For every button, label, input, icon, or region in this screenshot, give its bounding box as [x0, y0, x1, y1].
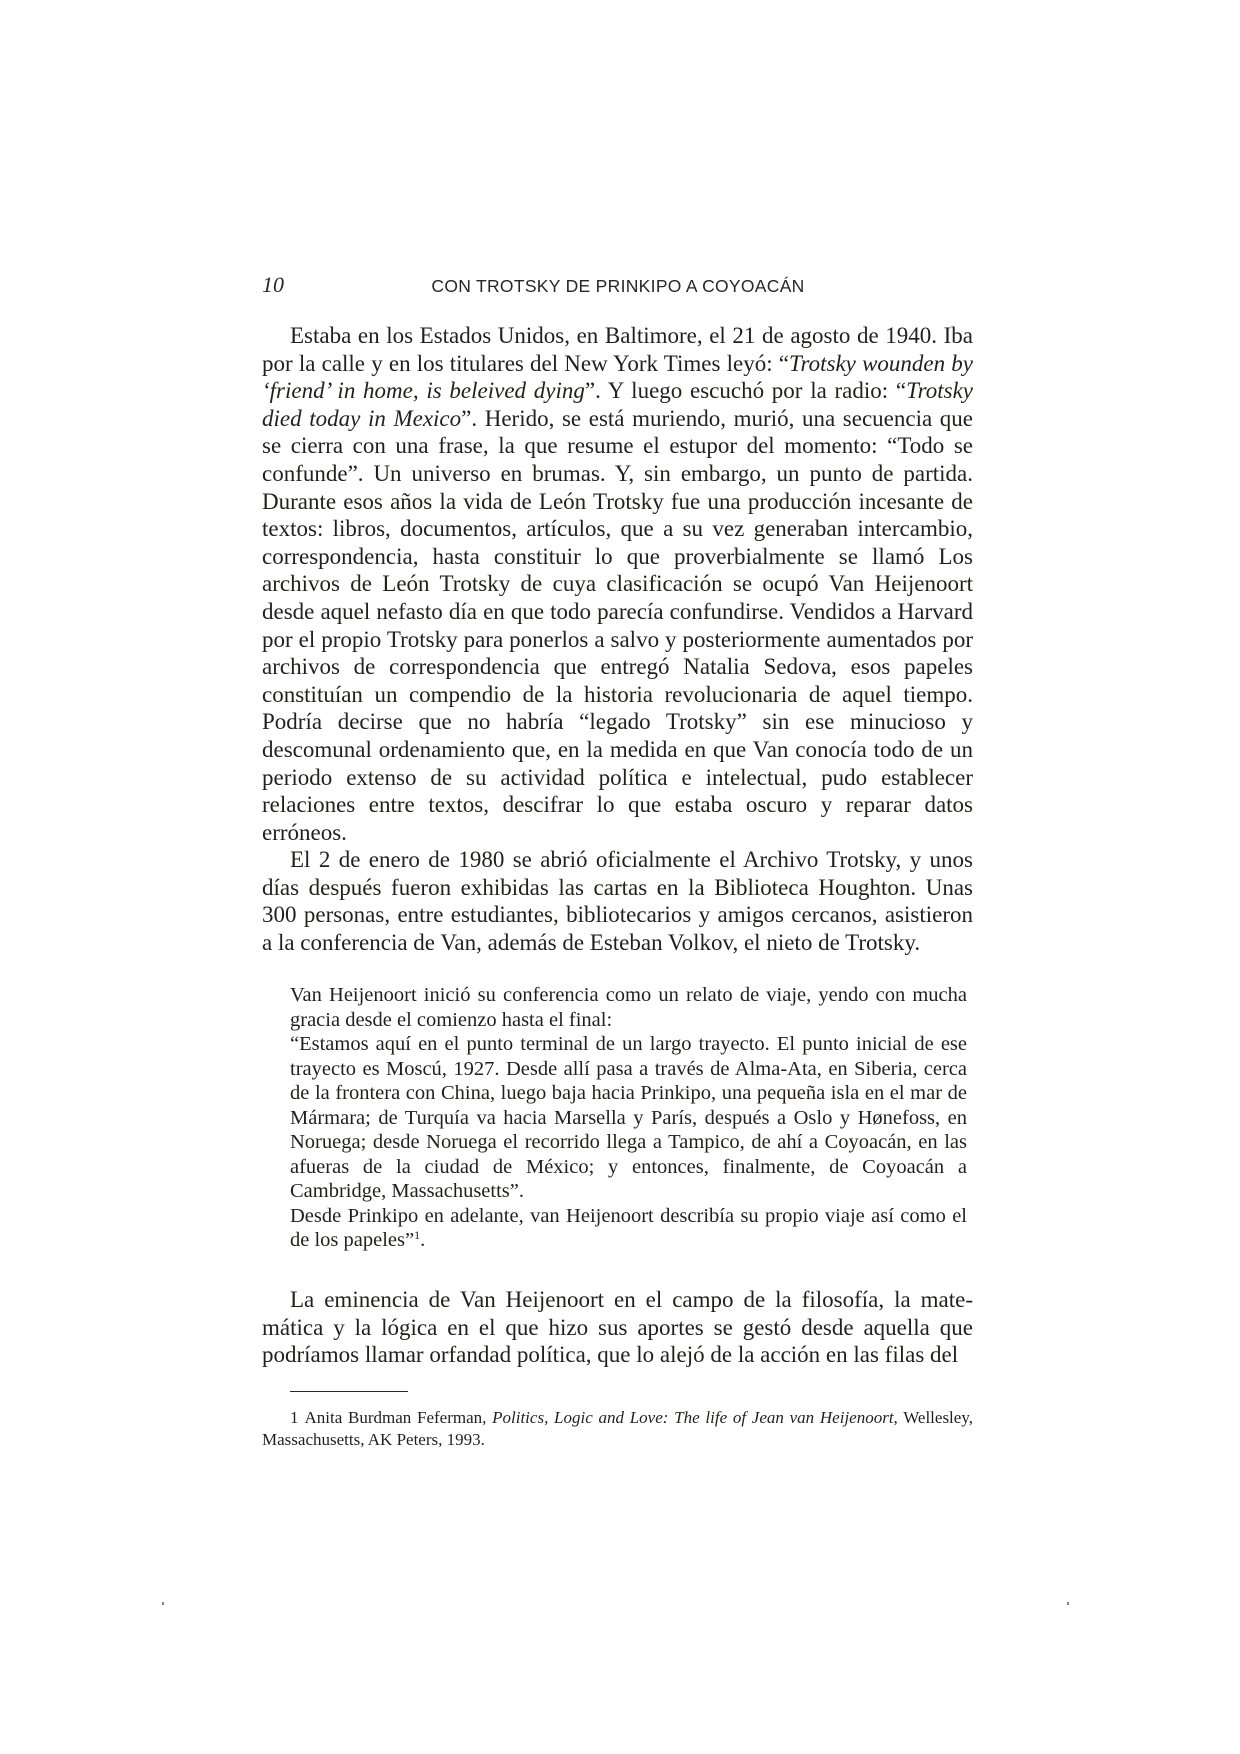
quote-intro: Van Heijenoort inició su conferencia como un relato de viaje, yendo con mucha gracia desde el comienzo hasta el final:: [290, 984, 967, 1031]
running-head: [262, 272, 974, 302]
running-title: CON TROTSKY DE PRINKIPO A COYOACÁN: [431, 276, 805, 296]
radio-quote: Trotsky died today in Mexico: [262, 378, 973, 431]
paragraph-1-text-a: Estaba en los Estados Unidos, en Baltimore, el 21 de agosto de 1940. Iba por la calle y en los titulares del New York Times leyó: “: [262, 323, 973, 376]
paragraph-1-text-c: ”. Herido, se está muriendo, murió, una secuencia que se cierra con una frase, la que resume el estupor del momento: “Todo se confunde”. Un universo en brumas. Y, sin embargo, un punto de partida. Durante esos años la vida de León Trotsky fue una producción incesante de textos: libros, documentos, artículos, que a su vez generaban intercambio, correspondencia, hasta constituir lo que proverbialmente se llamó Los archivos de León Trotsky de cuya clasificación se ocupó Van Heijenoort desde aquel nefasto día en que todo parecía confundirse. Vendidos a Harvard por el propio Trotsky para ponerlos a salvo y posteriormente aumentados por archivos de correspondencia que entregó Natalia Sedova, esos papeles constituían un compendio de la historia revolucionaria de aquel tiempo. Podría decirse que no habría “legado Trotsky” sin ese minucioso y descomunal ordenamiento que, en la medida en que Van conocía todo de un periodo extenso de su actividad política e intelectual, pudo establecer relaciones entre textos, descifrar lo que estaba oscuro y reparar datos erróneos.: [262, 405, 973, 845]
newspaper-headline-quote: Trotsky wounden by ‘friend’ in home, is beleived dying: [262, 350, 974, 404]
main-text-continued: [262, 1286, 973, 1369]
page-number: 10: [262, 272, 284, 297]
quote-speech: “Estamos aquí en el punto terminal de un largo trayecto. El punto inicial de ese trayecto es Moscú, 1927. Desde allí pasa a través de Alma-Ata, en Siberia, cerca de la frontera con China, luego baja hacia Prinkipo, una pequeña isla en el mar de Mármara; de Turquía va hacia Marsella y París, después a Oslo y Hønefoss, en Noruega; desde Noruega el recorrido llega a Tampico, de ahí a Coyoacán, en las afueras de la ciudad de México; y entonces, finalmente, de Coyoacán a Cambridge, Massachusetts”.: [290, 1033, 967, 1202]
footnote-divider: [290, 1391, 408, 1392]
block-quote: [290, 983, 967, 1253]
quote-closing: [290, 1204, 967, 1253]
quote-closing-text: Desde Prinkipo en adelante, van Heijenoort describía su propio viaje así como el de los papeles”: [290, 1204, 967, 1251]
paragraph-1-text-b: ”. Y luego escuchó por la radio: “: [584, 378, 907, 404]
footnote-reference: 1: [414, 1228, 421, 1242]
footnote-1: [262, 1407, 973, 1451]
paragraph-2: El 2 de enero de 1980 se abrió oficialmente el Archivo Trotsky, y unos días después fueron exhibidas las cartas en la Biblioteca Houghton. Unas 300 personas, entre estudiantes, bibliotecarios y amigos cercanos, asistieron a la conferencia de Van, además de Esteban Volkov, el nieto de Trotsky.: [262, 847, 973, 956]
scan-mark-right: [1067, 1602, 1069, 1605]
footnote: [262, 1407, 973, 1451]
quote-closing-period: .: [420, 1229, 426, 1251]
footnote-number: 1: [290, 1408, 299, 1427]
footnote-book-title: Politics, Logic and Love: The life of Jean van Heijenoort: [492, 1408, 894, 1427]
paragraph-1: [262, 322, 973, 846]
main-text: [262, 322, 973, 957]
scan-mark-left: [162, 1602, 164, 1605]
footnote-author: Anita Burdman Feferman,: [304, 1408, 493, 1427]
paragraph-3: La eminencia de Van Heijenoort en el campo de la filosofía, la matemática y la lógica en el que hizo sus aportes se gestó desde aquella que podríamos llamar orfandad política, que lo alejó de la acción en las filas del: [262, 1287, 973, 1368]
footnote-publication: , Wellesley, Massachusetts, AK Peters, 1993.: [262, 1408, 973, 1449]
